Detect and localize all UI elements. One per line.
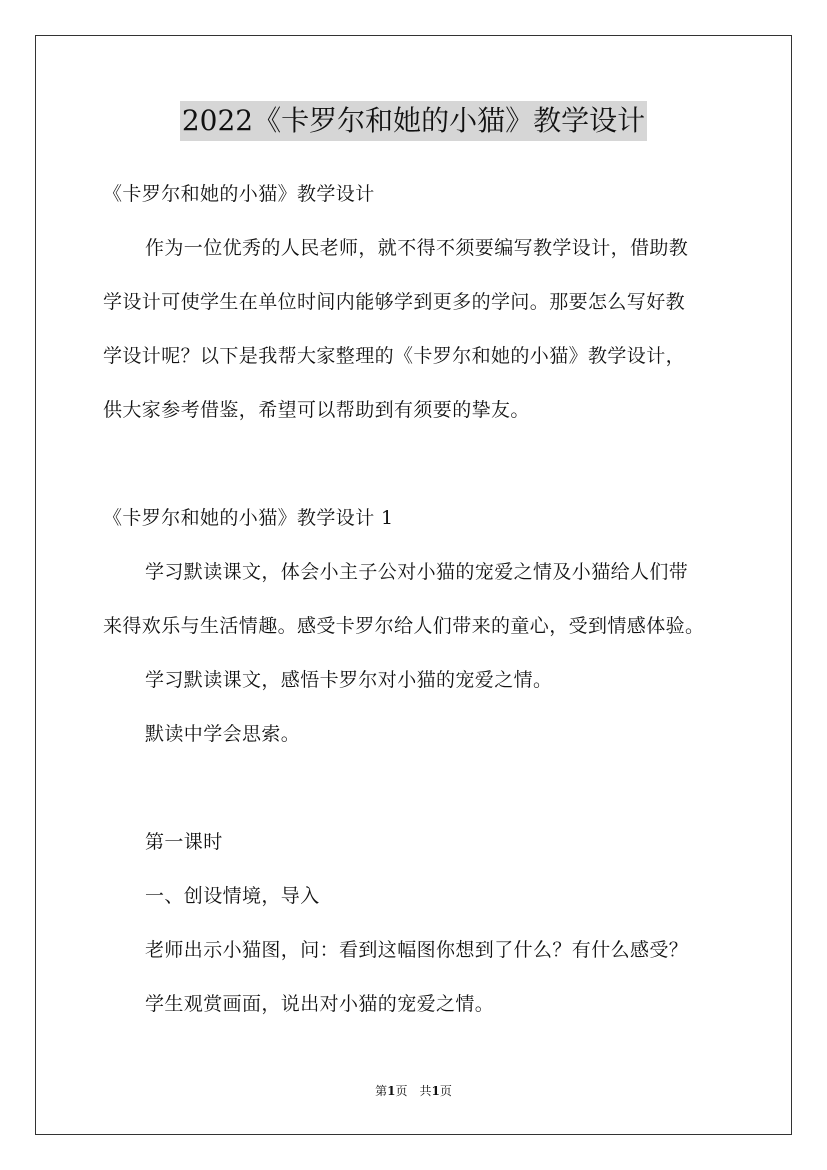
paragraph-line: 作为一位优秀的人民老师，就不得不须要编写教学设计，借助教 bbox=[145, 237, 689, 259]
paragraph-line: 学生观赏画面，说出对小猫的宠爱之情。 bbox=[145, 993, 495, 1015]
paragraph-line: 供大家参考借鉴，希望可以帮助到有须要的挚友。 bbox=[103, 399, 530, 421]
footer-total-pages: 1 bbox=[431, 1084, 440, 1098]
paragraph-line: 老师出示小猫图，问：看到这幅图你想到了什么？有什么感受？ bbox=[145, 939, 689, 961]
paragraph-line: 来得欢乐与生活情趣。感受卡罗尔给人们带来的童心，受到情感体验。 bbox=[103, 615, 705, 637]
paragraph-line: 学设计可使学生在单位时间内能够学到更多的学问。那要怎么写好教 bbox=[103, 291, 686, 313]
document-title: 2022《卡罗尔和她的小猫》教学设计 bbox=[180, 101, 647, 141]
step-heading: 一、创设情境，导入 bbox=[145, 885, 320, 907]
footer-prefix: 第 bbox=[375, 1084, 388, 1098]
paragraph-line: 学设计呢？以下是我帮大家整理的《卡罗尔和她的小猫》教学设计， bbox=[103, 345, 686, 367]
section-heading-intro: 《卡罗尔和她的小猫》教学设计 bbox=[103, 183, 375, 205]
page-footer bbox=[0, 1083, 827, 1099]
title-wrapper bbox=[0, 101, 827, 141]
paragraph-line: 学习默读课文，体会小主子公对小猫的宠爱之情及小猫给人们带 bbox=[145, 561, 689, 583]
paragraph-line: 默读中学会思索。 bbox=[145, 723, 301, 745]
footer-current-page: 1 bbox=[387, 1084, 396, 1098]
lesson-heading: 第一课时 bbox=[145, 831, 223, 853]
footer-suffix: 页 bbox=[439, 1084, 452, 1098]
paragraph-line: 学习默读课文，感悟卡罗尔对小猫的宠爱之情。 bbox=[145, 669, 553, 691]
section-heading-design-1: 《卡罗尔和她的小猫》教学设计 1 bbox=[103, 507, 394, 529]
footer-mid: 页 共 bbox=[395, 1084, 432, 1098]
